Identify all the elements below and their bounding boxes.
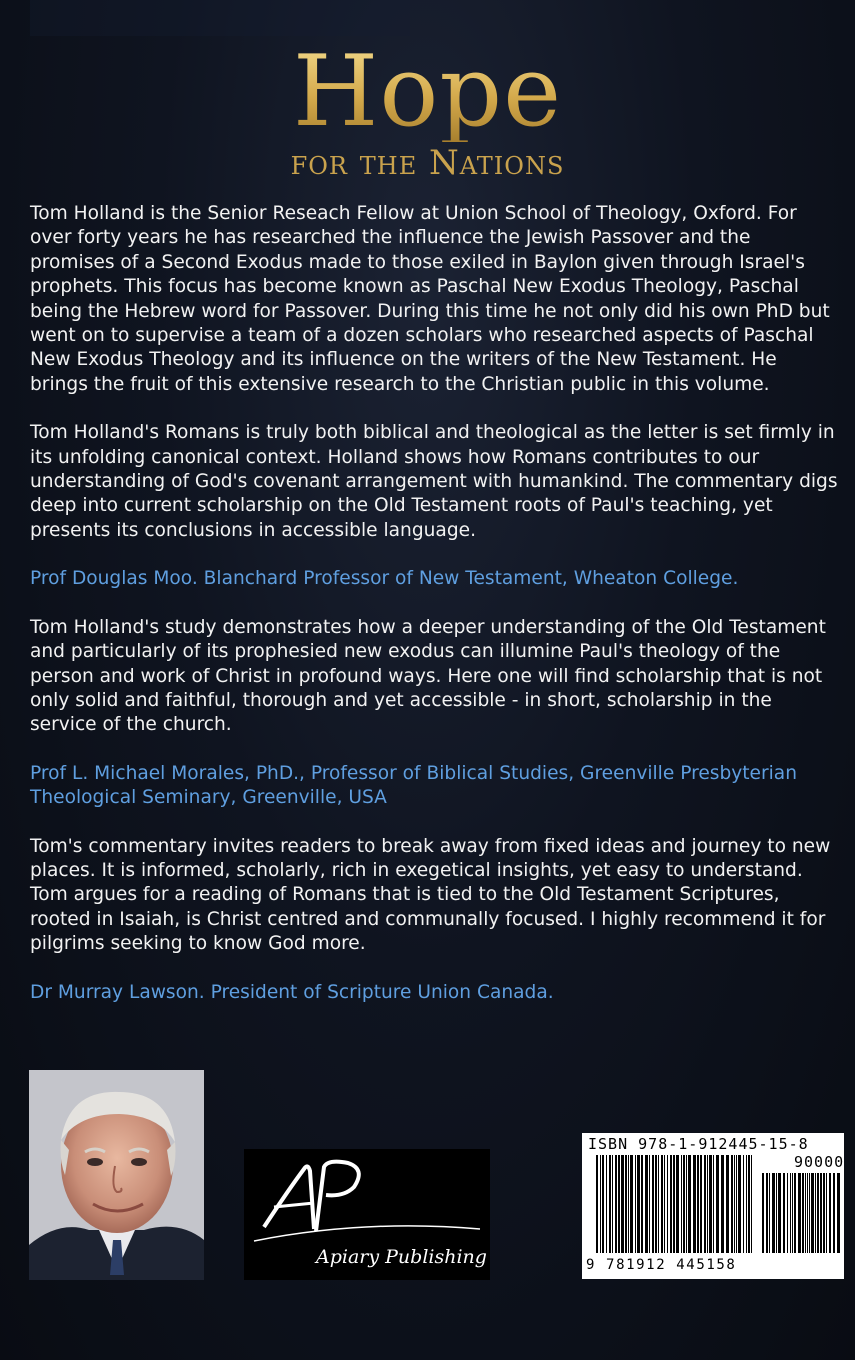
price-bar [837, 1173, 840, 1253]
barcode-bar [630, 1155, 633, 1253]
price-bar [815, 1173, 816, 1253]
barcode-bar [637, 1155, 640, 1253]
barcode-bar [600, 1155, 601, 1253]
price-bar [778, 1173, 781, 1253]
barcode-bar [697, 1155, 699, 1253]
price-bar [762, 1173, 764, 1253]
barcode-bar [688, 1155, 691, 1253]
price-bar [823, 1173, 825, 1253]
price-bar [776, 1173, 777, 1253]
barcode-bar [670, 1155, 672, 1253]
back-cover-blurb [30, 202, 838, 1029]
barcode-bar [615, 1155, 617, 1253]
barcode-bar [628, 1155, 629, 1253]
barcode-bar [751, 1155, 752, 1253]
publisher-logo [244, 1149, 490, 1280]
price-bar [805, 1173, 806, 1253]
barcode-bar [667, 1155, 668, 1253]
barcode-bar [713, 1155, 714, 1253]
barcode-bar [618, 1155, 620, 1253]
barcode-bar [707, 1155, 708, 1253]
barcode-bar [704, 1155, 706, 1253]
price-bar [790, 1173, 791, 1253]
barcode-bar [743, 1155, 744, 1253]
price-bar [826, 1173, 827, 1253]
barcode-bar [645, 1155, 648, 1253]
endorser-moo: Prof Douglas Moo. Blanchard Professor of New Testament, Wheaton College. [30, 568, 739, 590]
price-bar [833, 1173, 835, 1253]
price-bar [802, 1173, 804, 1253]
barcode-bar [721, 1155, 724, 1253]
isbn-label: ISBN 978-1-912445-15-8 [588, 1135, 809, 1153]
book-title: Hope [0, 42, 855, 142]
price-bar [769, 1173, 770, 1253]
barcode-bar [686, 1155, 687, 1253]
barcode-bar [649, 1155, 650, 1253]
barcode-bar [664, 1155, 665, 1253]
barcode-bar [731, 1155, 733, 1253]
price-bar [829, 1173, 831, 1253]
barcode-bar [683, 1155, 685, 1253]
endorser-lawson: Dr Murray Lawson. President of Scripture Union Canada. [30, 981, 554, 1003]
barcode-bar [726, 1155, 729, 1253]
barcode-bar [673, 1155, 675, 1253]
barcode-bar [734, 1155, 735, 1253]
price-bar [809, 1173, 810, 1253]
endorsement-lawson: Tom's commentary invites readers to break away from fixed ideas and journey to new places. It is informed, scholarly, rich in exegetical insights, yet easy to understand. Tom argues for a reading of Romans that is tied to the Old Testament Scriptures, rooted in Isaiah, is Christ centred and communally focused. I highly recommend it for pilgrims seeking to know God more. [30, 835, 831, 955]
top-shading [30, 0, 410, 36]
author-bio: Tom Holland is the Senior Reseach Fellow at Union School of Theology, Oxford. For over forty years he has researched the influence the Jewish Passover and the promises of a Second Exodus made to those exiled in Baylon given through Israel's prophets. This focus has become known as Paschal New Exodus Theology, Paschal being the Hebrew word for Passover. During this time he not only did his own PhD but went on to supervise a team of a dozen scholars who researched aspects of Paschal New Exodus Theology and its influence on the writers of the New Testament. He brings the fruit of this extensive research to the Christian public in this volume. [30, 203, 830, 395]
endorser-morales: Prof L. Michael Morales, PhD., Professor of Biblical Studies, Greenville Presbyterian Theological Seminary, Greenville, USA [30, 762, 797, 809]
barcode-bar [602, 1155, 604, 1253]
isbn-barcode [582, 1133, 844, 1279]
price-bar [792, 1173, 793, 1253]
endorsement-moo: Tom Holland's Romans is truly both biblical and theological as the letter is set firmly in its unfolding canonical context. Holland shows how Romans contributes to our understanding of God's covenant arrangement with humankind. The commentary digs deep into current scholarship on the Old Testament roots of Paul's teaching, yet presents its conclusions in accessible language. [30, 422, 838, 541]
price-bar [772, 1173, 775, 1253]
price-bar [794, 1173, 796, 1253]
barcode-bar [736, 1155, 737, 1253]
barcode-bar [658, 1155, 659, 1253]
barcode-bar [746, 1155, 747, 1253]
barcode-bar [635, 1155, 636, 1253]
barcode-bar [681, 1155, 682, 1253]
barcode-bar [700, 1155, 702, 1253]
price-bar [817, 1173, 819, 1253]
barcode-bar [621, 1155, 624, 1253]
price-bar [820, 1173, 822, 1253]
price-bar [811, 1173, 814, 1253]
barcode-bar [596, 1155, 598, 1253]
barcode-bar [748, 1155, 750, 1253]
price-bar [807, 1173, 808, 1253]
barcode-bar [625, 1155, 627, 1253]
author-photo [29, 1070, 204, 1280]
barcode-bar [641, 1155, 643, 1253]
barcode-bar [661, 1155, 663, 1253]
barcode-bar [716, 1155, 719, 1253]
barcode-bar [709, 1155, 712, 1253]
barcode-bar [676, 1155, 679, 1253]
book-subtitle: for the Nations [290, 143, 565, 183]
barcode-bar [606, 1155, 607, 1253]
barcode-bar [652, 1155, 654, 1253]
barcode-bar [655, 1155, 657, 1253]
barcode-bar [738, 1155, 741, 1253]
endorsement-morales: Tom Holland's study demonstrates how a deeper understanding of the Old Testament and particularly of its prophesied new exodus can illumine Paul's theology of the person and work of Christ in profound ways. Here one will find scholarship that is not only solid and faithful, thorough and yet accessible - in short, scholarship in the service of the church. [30, 616, 826, 736]
barcode-bar [612, 1155, 613, 1253]
barcode-bar [693, 1155, 696, 1253]
price-bar [798, 1173, 801, 1253]
barcode-bar [609, 1155, 611, 1253]
price-bar [783, 1173, 785, 1253]
price-bar [766, 1173, 768, 1253]
publisher-name: Apiary Publishing [316, 1246, 487, 1268]
price-bar [787, 1173, 788, 1253]
barcode-digits: 9 781912 445158 [586, 1257, 737, 1273]
price-code: 90000 [794, 1153, 845, 1171]
